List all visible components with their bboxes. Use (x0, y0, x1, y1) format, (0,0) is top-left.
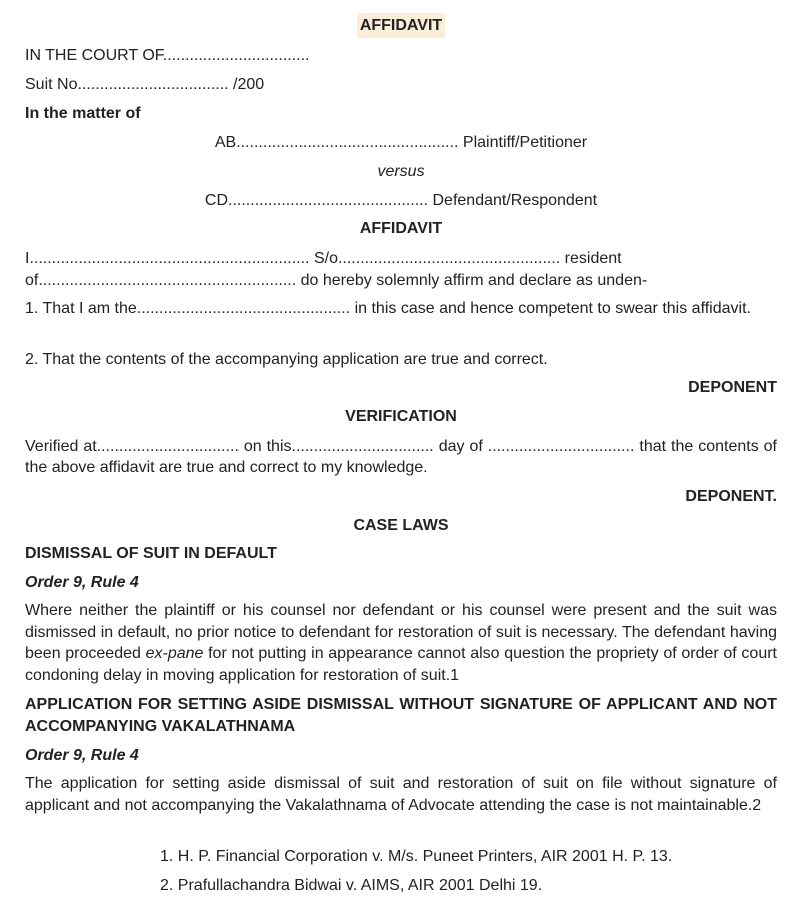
deponent-intro-continued: of.......................................................... do hereby solemnly affirm and declare as unden- (25, 272, 648, 289)
verification-deponent: DEPONENT. (685, 488, 777, 505)
section-2-title: APPLICATION FOR SETTING ASIDE DISMISSAL WITHOUT SIGNATURE OF APPLICANT AND NOT ACCOMPANYING VAKALATHNAMA (25, 696, 777, 735)
versus-text: versus (377, 163, 425, 180)
defendant-line: CD............................................. Defendant/Respondent (204, 192, 598, 209)
section-2-body: The application for setting aside dismissal of suit and restoration of suit on file without signature of applicant and not accompanying the Vakalathnama of Advocate attending the case is not maintainable.2 (25, 775, 777, 814)
plaintiff-line: AB.................................................. Plaintiff/Petitioner (214, 134, 588, 151)
section-1-title: DISMISSAL OF SUIT IN DEFAULT (25, 545, 277, 562)
verification-heading: VERIFICATION (345, 408, 457, 425)
suit-number-line: Suit No.................................. /200 (25, 76, 265, 93)
deponent-intro: I............................................................... S/o.................................................. resident (25, 250, 622, 267)
affidavit-subheading: AFFIDAVIT (359, 220, 443, 237)
matter-label: In the matter of (25, 105, 141, 122)
footnote-1: 1. H. P. Financial Corporation v. M/s. Puneet Printers, AIR 2001 H. P. 13. (160, 848, 673, 865)
clause-2: 2. That the contents of the accompanying application are true and correct. (25, 351, 548, 368)
verification-text: Verified at................................ on this................................ day of ................................. that the contents of the above affidavit are true and correct to my knowledge. (25, 438, 777, 476)
section-1-body: Where neither the plaintiff or his counsel nor defendant or his counsel were present and the suit was dismissed in default, no prior notice to defendant for restoration of suit is necessary. The defendant having been proceeded ex-pane for not putting in appearance cannot also question the propriety of order of court condoning delay in moving application for restoration of suit.1 (25, 602, 777, 684)
section-1-rule: Order 9, Rule 4 (25, 574, 139, 591)
case-laws-heading: CASE LAWS (353, 517, 449, 534)
affidavit-heading: AFFIDAVIT (25, 16, 777, 36)
section-2-rule: Order 9, Rule 4 (25, 747, 139, 764)
court-line: IN THE COURT OF................................. (25, 47, 310, 64)
deponent-signature: DEPONENT (688, 379, 777, 396)
footnotes (160, 847, 672, 896)
clause-1: 1. That I am the................................................ in this case and hence competent to swear this affidavit. (25, 300, 751, 317)
footnote-2: 2. Prafullachandra Bidwai v. AIMS, AIR 2001 Delhi 19. (160, 877, 543, 894)
